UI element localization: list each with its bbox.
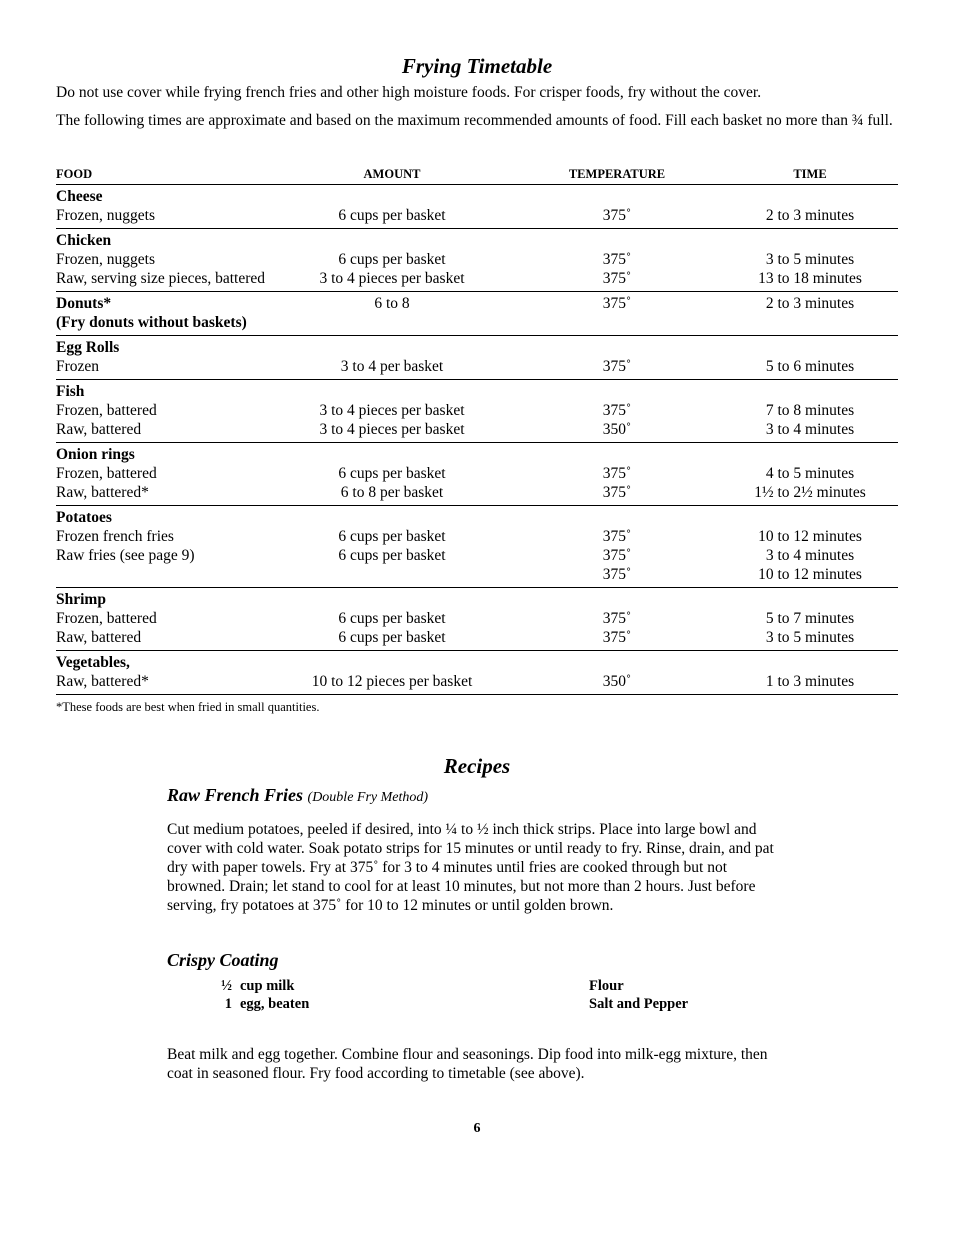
cell-temperature: 375˚: [602, 484, 632, 501]
table-row: [56, 401, 898, 420]
category-temperature: [512, 231, 722, 250]
raw-french-fries-heading: [167, 785, 428, 806]
page-number: 6: [473, 1121, 481, 1136]
category-temperature: 375˚: [602, 295, 632, 312]
table-footnote: *These foods are best when fried in small quantities.: [56, 700, 320, 714]
header-temperature: TEMPERATURE: [568, 166, 666, 181]
cell-amount: 6 cups per basket: [338, 207, 446, 224]
category-temperature: [512, 187, 722, 206]
category-name: Fish: [56, 383, 85, 400]
cell-time: 3 to 4 minutes: [765, 421, 855, 438]
table-group: [56, 185, 898, 229]
category-temperature: [512, 445, 722, 464]
category-row: [56, 590, 898, 609]
cell-food: Raw, battered*: [56, 484, 149, 501]
category-row: [56, 187, 898, 206]
category-time: [722, 653, 888, 672]
cell-time: 3 to 5 minutes: [765, 629, 855, 646]
cell-temperature: 375˚: [602, 610, 632, 627]
category-row: [56, 508, 898, 527]
cell-amount: 6 cups per basket: [338, 528, 446, 545]
raw-french-fries-subtitle: (Double Fry Method): [307, 790, 429, 805]
table-group: [56, 506, 898, 588]
cell-food: Raw, battered: [56, 421, 142, 438]
ingredient-qty: 1: [224, 996, 232, 1012]
table-row: [56, 420, 898, 439]
category-note: (Fry donuts without baskets): [56, 314, 247, 331]
note-row: [56, 313, 898, 332]
table-row: [56, 672, 898, 691]
category-amount: 6 to 8: [374, 295, 410, 312]
category-name: Onion rings: [56, 446, 135, 463]
cell-amount: 6 cups per basket: [338, 629, 446, 646]
table-row: [56, 527, 898, 546]
cell-temperature: 350˚: [602, 421, 632, 438]
table-header: [56, 164, 898, 185]
cell-amount: 6 cups per basket: [338, 610, 446, 627]
cell-temperature: 375˚: [602, 270, 632, 287]
table-row: [56, 565, 898, 584]
cell-amount: 6 cups per basket: [338, 251, 446, 268]
cell-food: Frozen, nuggets: [56, 207, 156, 224]
category-amount: [272, 231, 512, 250]
table-group: [56, 292, 898, 336]
crispy-coating-title: Crispy Coating: [167, 950, 279, 970]
category-time: [722, 231, 888, 250]
cell-temperature: 375˚: [602, 528, 632, 545]
category-time: [722, 187, 888, 206]
cell-time: 5 to 7 minutes: [765, 610, 855, 627]
category-amount: [272, 187, 512, 206]
table-group: [56, 443, 898, 506]
cell-temperature: 375˚: [602, 629, 632, 646]
category-amount: [272, 508, 512, 527]
category-name: Egg Rolls: [56, 339, 120, 356]
raw-french-fries-body: Cut medium potatoes, peeled if desired, into ¼ to ½ inch thick strips. Place into large bowl and cover with cold water. Soak potato strips for 15 minutes or until ready to fry. Rinse, drain, and pat dry with paper towels. Fry at 375˚ for 3 to 4 minutes until fries are cooked through but not browned. Drain; let stand to cool for at least 10 minutes, but not more than 2 hours. Just before serving, fry potatoes at 375˚ for 10 to 12 minutes or until golden brown.: [167, 821, 774, 914]
category-time: [722, 338, 888, 357]
table-row: [56, 269, 898, 288]
table-row: [56, 628, 898, 647]
category-name: Potatoes: [56, 509, 112, 526]
category-amount: [272, 445, 512, 464]
cell-food: [56, 565, 272, 584]
cell-time: 3 to 5 minutes: [765, 251, 855, 268]
ingredients-right: [589, 977, 688, 1013]
cell-amount: 3 to 4 per basket: [340, 358, 444, 375]
cell-time: 10 to 12 minutes: [758, 528, 862, 545]
cell-temperature: 375˚: [602, 465, 632, 482]
category-time: [722, 445, 888, 464]
table-group: [56, 336, 898, 380]
category-row: [56, 294, 898, 313]
cell-food: Frozen: [56, 358, 100, 375]
category-name: Cheese: [56, 188, 103, 205]
cell-temperature: 375˚: [602, 251, 632, 268]
category-name: Vegetables,: [56, 654, 130, 671]
cell-time: 13 to 18 minutes: [758, 270, 862, 287]
intro-paragraph-2: The following times are approximate and based on the maximum recommended amounts of food. Fill each basket no more than ¾ full.: [56, 112, 893, 129]
cell-temperature: 375˚: [602, 207, 632, 224]
crispy-coating-body: Beat milk and egg together. Combine flour and seasonings. Dip food into milk-egg mixture, then coat in seasoned flour. Fry food according to timetable (see above).: [167, 1046, 768, 1082]
category-row: [56, 382, 898, 401]
category-row: [56, 338, 898, 357]
table-row: [56, 483, 898, 502]
cell-amount: 6 to 8 per basket: [340, 484, 444, 501]
cell-time: 1½ to 2½ minutes: [754, 484, 866, 501]
ingredient-item: egg, beaten: [240, 996, 310, 1012]
cell-food: Frozen, battered: [56, 610, 157, 627]
category-time: [722, 508, 888, 527]
cell-time: 2 to 3 minutes: [765, 207, 855, 224]
table-row: [56, 609, 898, 628]
table-group: [56, 229, 898, 292]
header-amount: AMOUNT: [363, 166, 421, 181]
table-row: [56, 464, 898, 483]
ingredients-left: [210, 977, 309, 1013]
cell-food: Raw, serving size pieces, battered: [56, 270, 266, 287]
category-temperature: [512, 338, 722, 357]
cell-time: 7 to 8 minutes: [765, 402, 855, 419]
category-temperature: [512, 508, 722, 527]
ingredient-item: Flour: [589, 978, 624, 994]
category-amount: [272, 382, 512, 401]
ingredient-item: Salt and Pepper: [589, 996, 689, 1012]
category-time: 2 to 3 minutes: [765, 295, 855, 312]
cell-time: 5 to 6 minutes: [765, 358, 855, 375]
category-name: Shrimp: [56, 591, 106, 608]
ingredient-qty: ½: [221, 978, 232, 994]
cell-temperature: 375˚: [602, 547, 632, 564]
cell-food: Frozen, battered: [56, 402, 157, 419]
cell-time: 4 to 5 minutes: [765, 465, 855, 482]
category-row: [56, 445, 898, 464]
category-amount: [272, 653, 512, 672]
table-group: [56, 588, 898, 651]
cell-food: Raw fries (see page 9): [56, 547, 195, 564]
category-amount: [272, 338, 512, 357]
cell-time: 1 to 3 minutes: [765, 673, 855, 690]
ingredient-item: cup milk: [240, 978, 295, 994]
cell-food: Frozen, nuggets: [56, 251, 156, 268]
cell-time: 10 to 12 minutes: [758, 566, 862, 583]
table-body: [56, 185, 898, 695]
cell-food: Frozen french fries: [56, 528, 174, 545]
recipes-title: Recipes: [443, 754, 511, 778]
table-row: [56, 357, 898, 376]
table-row: [56, 546, 898, 565]
table-group: [56, 380, 898, 443]
category-name: Chicken: [56, 232, 112, 249]
header-time: TIME: [793, 166, 827, 181]
cell-temperature: 375˚: [602, 402, 632, 419]
cell-amount: 6 cups per basket: [338, 547, 446, 564]
frying-table: [56, 164, 898, 695]
cell-temperature: 350˚: [602, 673, 632, 690]
frying-timetable-title: Frying Timetable: [401, 54, 553, 78]
cell-temperature: 375˚: [602, 358, 632, 375]
cell-amount: 3 to 4 pieces per basket: [319, 421, 465, 438]
category-time: [722, 590, 888, 609]
category-amount: [272, 590, 512, 609]
table-row: [56, 206, 898, 225]
cell-food: Raw, battered*: [56, 673, 149, 690]
category-temperature: [512, 382, 722, 401]
category-row: [56, 653, 898, 672]
cell-amount: 3 to 4 pieces per basket: [319, 402, 465, 419]
ingredient-row: [210, 977, 309, 995]
header-food: FOOD: [56, 166, 93, 181]
category-temperature: [512, 590, 722, 609]
ingredient-row: [210, 995, 309, 1013]
cell-temperature: 375˚: [602, 566, 632, 583]
cell-amount: 3 to 4 pieces per basket: [319, 270, 465, 287]
cell-amount: [272, 565, 512, 584]
cell-food: Frozen, battered: [56, 465, 157, 482]
category-name: Donuts*: [56, 295, 112, 312]
cell-time: 3 to 4 minutes: [765, 547, 855, 564]
cell-amount: 10 to 12 pieces per basket: [311, 673, 473, 690]
cell-amount: 6 cups per basket: [338, 465, 446, 482]
cell-food: Raw, battered: [56, 629, 142, 646]
table-group: [56, 651, 898, 695]
raw-french-fries-title: Raw French Fries: [167, 785, 304, 805]
category-row: [56, 231, 898, 250]
table-row: [56, 250, 898, 269]
category-temperature: [512, 653, 722, 672]
category-time: [722, 382, 888, 401]
intro-paragraph-1: Do not use cover while frying french fries and other high moisture foods. For crisper foods, fry without the cover.: [56, 84, 762, 101]
